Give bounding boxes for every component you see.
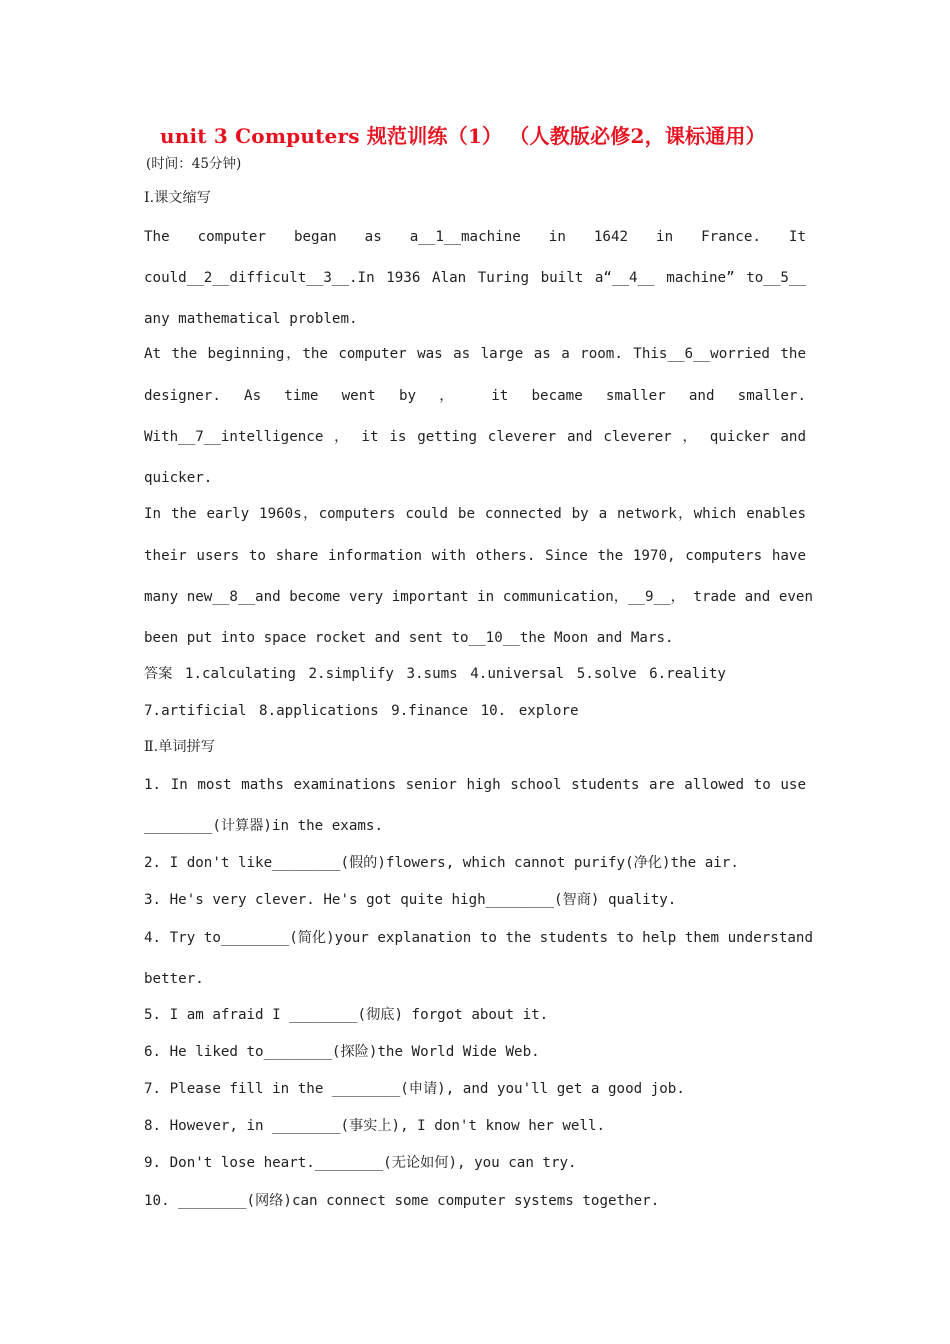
exercise-item: 8. However, in ________(事实上), I don't know her well. bbox=[144, 1118, 606, 1134]
exercise-item: 3. He's very clever. He's got quite high________(智商) quality. bbox=[144, 892, 677, 908]
summary-line: At the beginning，the computer was as large as a room. This__6__worried the bbox=[144, 346, 806, 362]
page-title: unit 3 Computers 规范训练（1） （人教版必修2，课标通用） bbox=[160, 124, 766, 148]
summary-line: any mathematical problem. bbox=[144, 311, 358, 327]
exercise-item: 9. Don't lose heart.________(无论如何), you can try. bbox=[144, 1155, 577, 1171]
exercise-item: 5. I am afraid I ________(彻底) forgot about it. bbox=[144, 1007, 549, 1023]
answer-key-line: 答案 1.calculating 2.simplify 3.sums 4.universal 5.solve 6.reality bbox=[144, 666, 726, 682]
exercise-item: 4. Try to________(简化)your explanation to the students to help them understand bbox=[144, 930, 813, 946]
section-heading-spelling: Ⅱ.单词拼写 bbox=[144, 739, 215, 755]
exercise-item: 10. ________(网络)can connect some computer systems together. bbox=[144, 1193, 660, 1209]
summary-line: In the early 1960s，computers could be connected by a network，which enables bbox=[144, 506, 806, 522]
summary-line: quicker. bbox=[144, 470, 213, 486]
summary-line: been put into space rocket and sent to__10__the Moon and Mars. bbox=[144, 630, 674, 646]
summary-line: could__2__difficult__3__.In 1936 Alan Turing built a“__4__ machine” to__5__ bbox=[144, 270, 806, 286]
exercise-item: better. bbox=[144, 971, 204, 987]
exercise-item: ________(计算器)in the exams. bbox=[144, 818, 384, 834]
exercise-item: 1. In most maths examinations senior high school students are allowed to use bbox=[144, 777, 806, 793]
time-note: (时间：45分钟) bbox=[146, 156, 242, 172]
exercise-item: 2. I don't like________(假的)flowers, which cannot purify(净化)the air. bbox=[144, 855, 739, 871]
summary-line: With__7__intelligence ， it is getting cleverer and cleverer ， quicker and bbox=[144, 429, 806, 445]
summary-line: many new__8__and become very important in communication，__9__， trade and even bbox=[144, 589, 813, 605]
section-heading-summary: I.课文缩写 bbox=[144, 190, 211, 206]
answer-key-line: 7.artificial 8.applications 9.finance 10. explore bbox=[144, 703, 579, 719]
exercise-item: 7. Please fill in the ________(申请), and you'll get a good job. bbox=[144, 1081, 685, 1097]
summary-line: The computer began as a__1__machine in 1642 in France. It bbox=[144, 229, 806, 245]
summary-line: their users to share information with others. Since the 1970, computers have bbox=[144, 548, 806, 564]
summary-line: designer. As time went by ， it became smaller and smaller. bbox=[144, 388, 806, 404]
exercise-item: 6. He liked to________(探险)the World Wide Web. bbox=[144, 1044, 540, 1060]
